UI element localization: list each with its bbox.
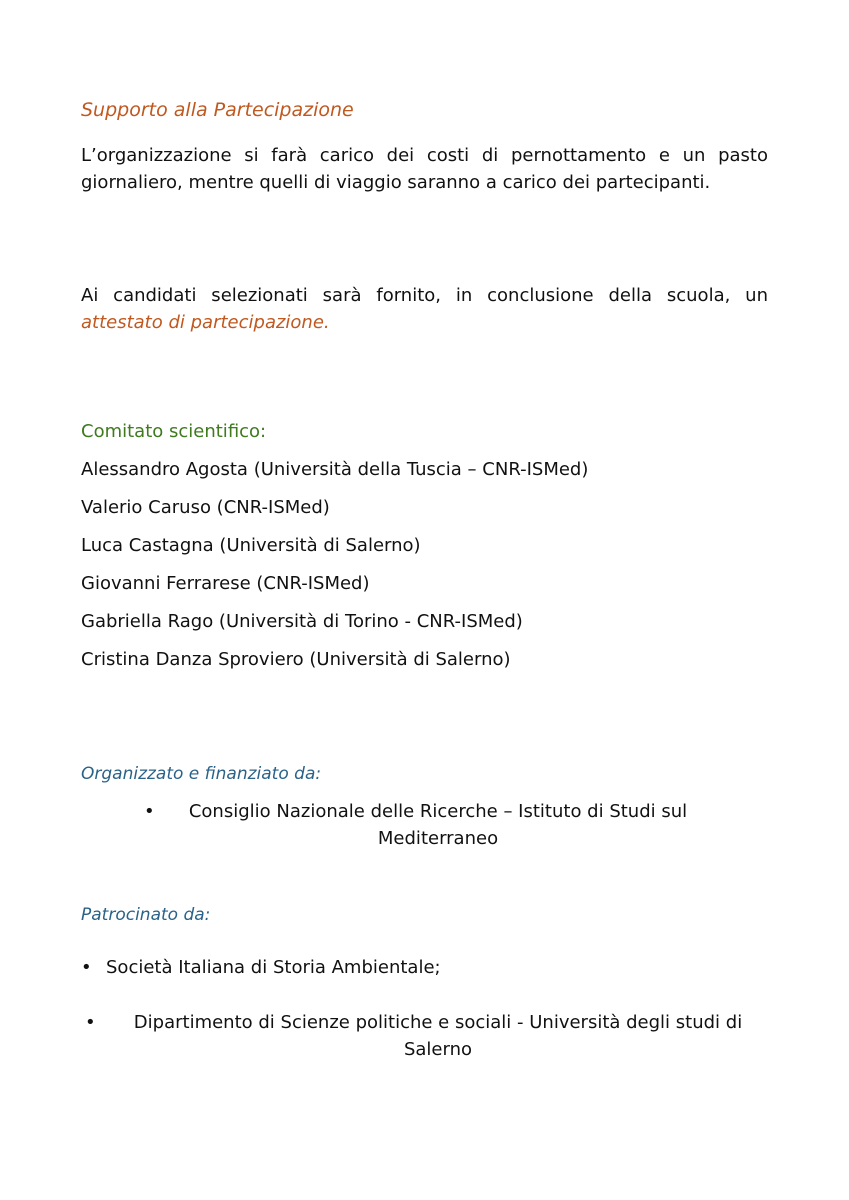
certificate-highlight: attestato di partecipazione. — [81, 312, 330, 333]
committee-member: Luca Castagna (Università di Salerno) — [81, 535, 421, 556]
sponsored-bullet: • — [81, 957, 92, 978]
certificate-paragraph — [81, 282, 768, 336]
organized-bullet: • — [144, 801, 155, 822]
sponsored-item-line1: Dipartimento di Scienze politiche e sociali - Università degli studi di — [133, 1012, 743, 1033]
organized-heading: Organizzato e finanziato da: — [81, 764, 322, 784]
committee-member: Cristina Danza Sproviero (Università di Salerno) — [81, 649, 511, 670]
sponsored-item: Società Italiana di Storia Ambientale; — [106, 957, 441, 978]
sponsored-item-line2: Salerno — [403, 1039, 473, 1060]
support-heading: Supporto alla Partecipazione — [81, 99, 354, 121]
sponsored-bullet: • — [85, 1012, 96, 1033]
sponsored-heading: Patrocinato da: — [81, 905, 211, 925]
organized-item-line1: Consiglio Nazionale delle Ricerche – Istituto di Studi sul — [188, 801, 688, 822]
committee-member: Giovanni Ferrarese (CNR-ISMed) — [81, 573, 370, 594]
support-paragraph: L’organizzazione si farà carico dei costi di pernottamento e un pasto giornaliero, mentre quelli di viaggio saranno a carico dei partecipanti. — [81, 145, 768, 193]
committee-member: Gabriella Rago (Università di Torino - CNR-ISMed) — [81, 611, 523, 632]
organized-item-line2: Mediterraneo — [377, 828, 499, 849]
committee-member: Alessandro Agosta (Università della Tuscia – CNR-ISMed) — [81, 459, 589, 480]
certificate-text: Ai candidati selezionati sarà fornito, in conclusione della scuola, un — [81, 285, 768, 306]
committee-member: Valerio Caruso (CNR-ISMed) — [81, 497, 330, 518]
committee-heading: Comitato scientifico: — [81, 421, 267, 442]
